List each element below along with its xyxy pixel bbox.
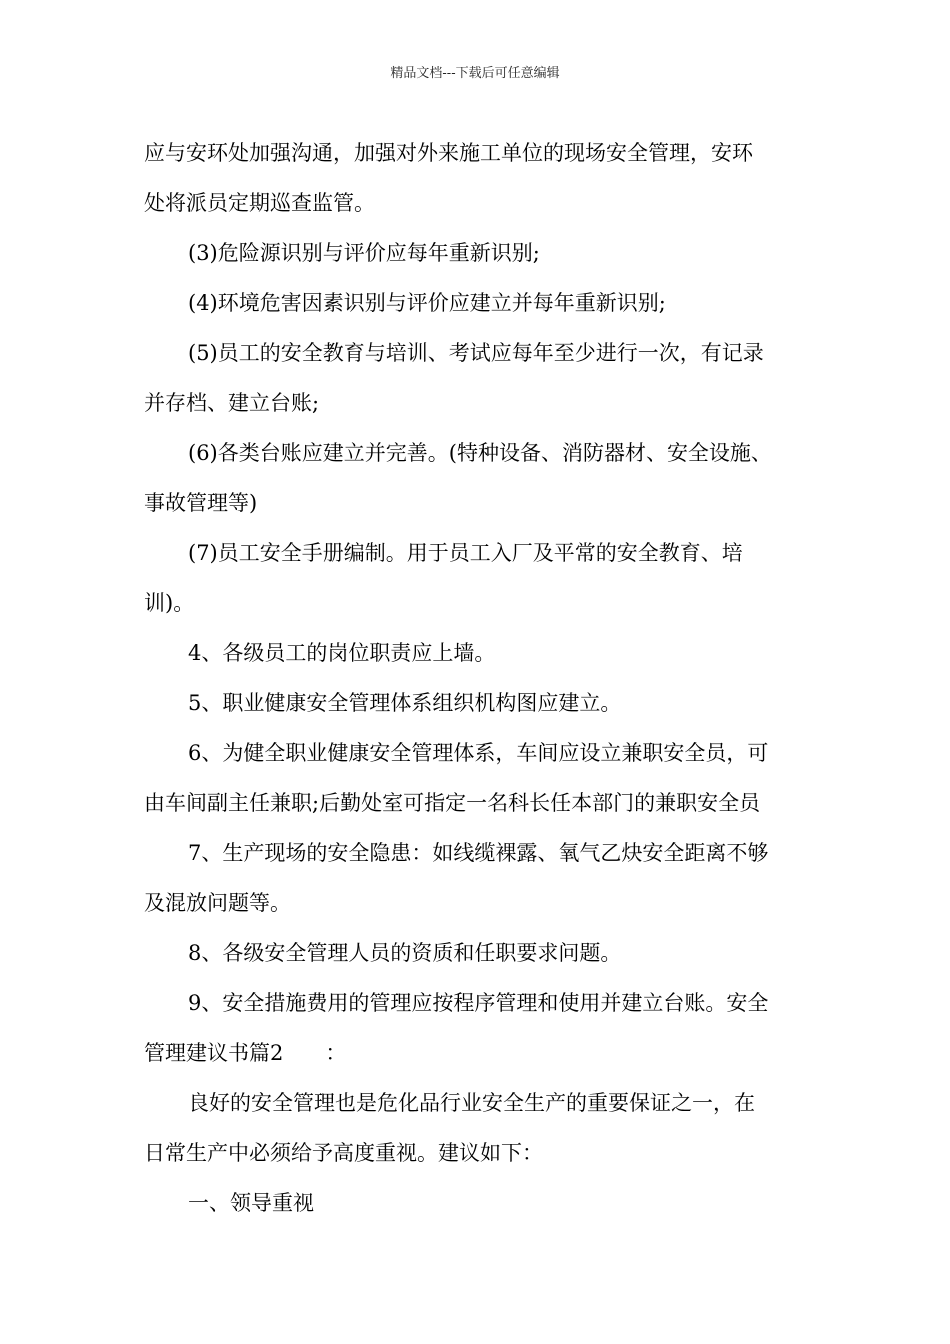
text-line: 4、各级员工的岗位职责应上墙。 <box>188 641 496 665</box>
text-line: 管理建议书篇2 ： <box>144 1041 347 1065</box>
text-line: 8、各级安全管理人员的资质和任职要求问题。 <box>188 941 622 965</box>
text-line: 5、职业健康安全管理体系组织机构图应建立。 <box>188 691 622 715</box>
text-line: 7、生产现场的安全隐患：如线缆裸露、氧气乙炔安全距离不够 <box>188 841 769 865</box>
page-header: 精品文档---下载后可任意编辑 <box>390 66 560 81</box>
text-line: 由车间副主任兼职;后勤处室可指定一名科长任本部门的兼职安全员 <box>144 791 761 815</box>
text-line: 及混放问题等。 <box>144 891 291 915</box>
text-line: (6)各类台账应建立并完善。(特种设备、消防器材、安全设施、 <box>188 441 772 465</box>
text-line: (7)员工安全手册编制。用于员工入厂及平常的安全教育、培 <box>188 541 743 565</box>
text-line: 训)。 <box>144 591 195 615</box>
section-heading: 一、领导重视 <box>188 1191 314 1215</box>
text-line: 应与安环处加强沟通，加强对外来施工单位的现场安全管理，安环 <box>144 141 753 165</box>
text-line: 良好的安全管理也是危化品行业安全生产的重要保证之一，在 <box>188 1091 755 1115</box>
text-line: 6、为健全职业健康安全管理体系，车间应设立兼职安全员，可 <box>188 741 769 765</box>
text-line: (4)环境危害因素识别与评价应建立并每年重新识别; <box>188 291 666 315</box>
document-body <box>144 128 814 1228</box>
text-line: 日常生产中必须给予高度重视。建议如下： <box>144 1141 543 1165</box>
text-line: 并存档、建立台账; <box>144 391 320 415</box>
text-line: (5)员工的安全教育与培训、考试应每年至少进行一次，有记录 <box>188 341 764 365</box>
text-line: 9、安全措施费用的管理应按程序管理和使用并建立台账。安全 <box>188 991 769 1015</box>
text-line: 处将派员定期巡查监管。 <box>144 191 375 215</box>
text-line: 事故管理等) <box>144 491 258 515</box>
text-line: (3)危险源识别与评价应每年重新识别; <box>188 241 540 265</box>
